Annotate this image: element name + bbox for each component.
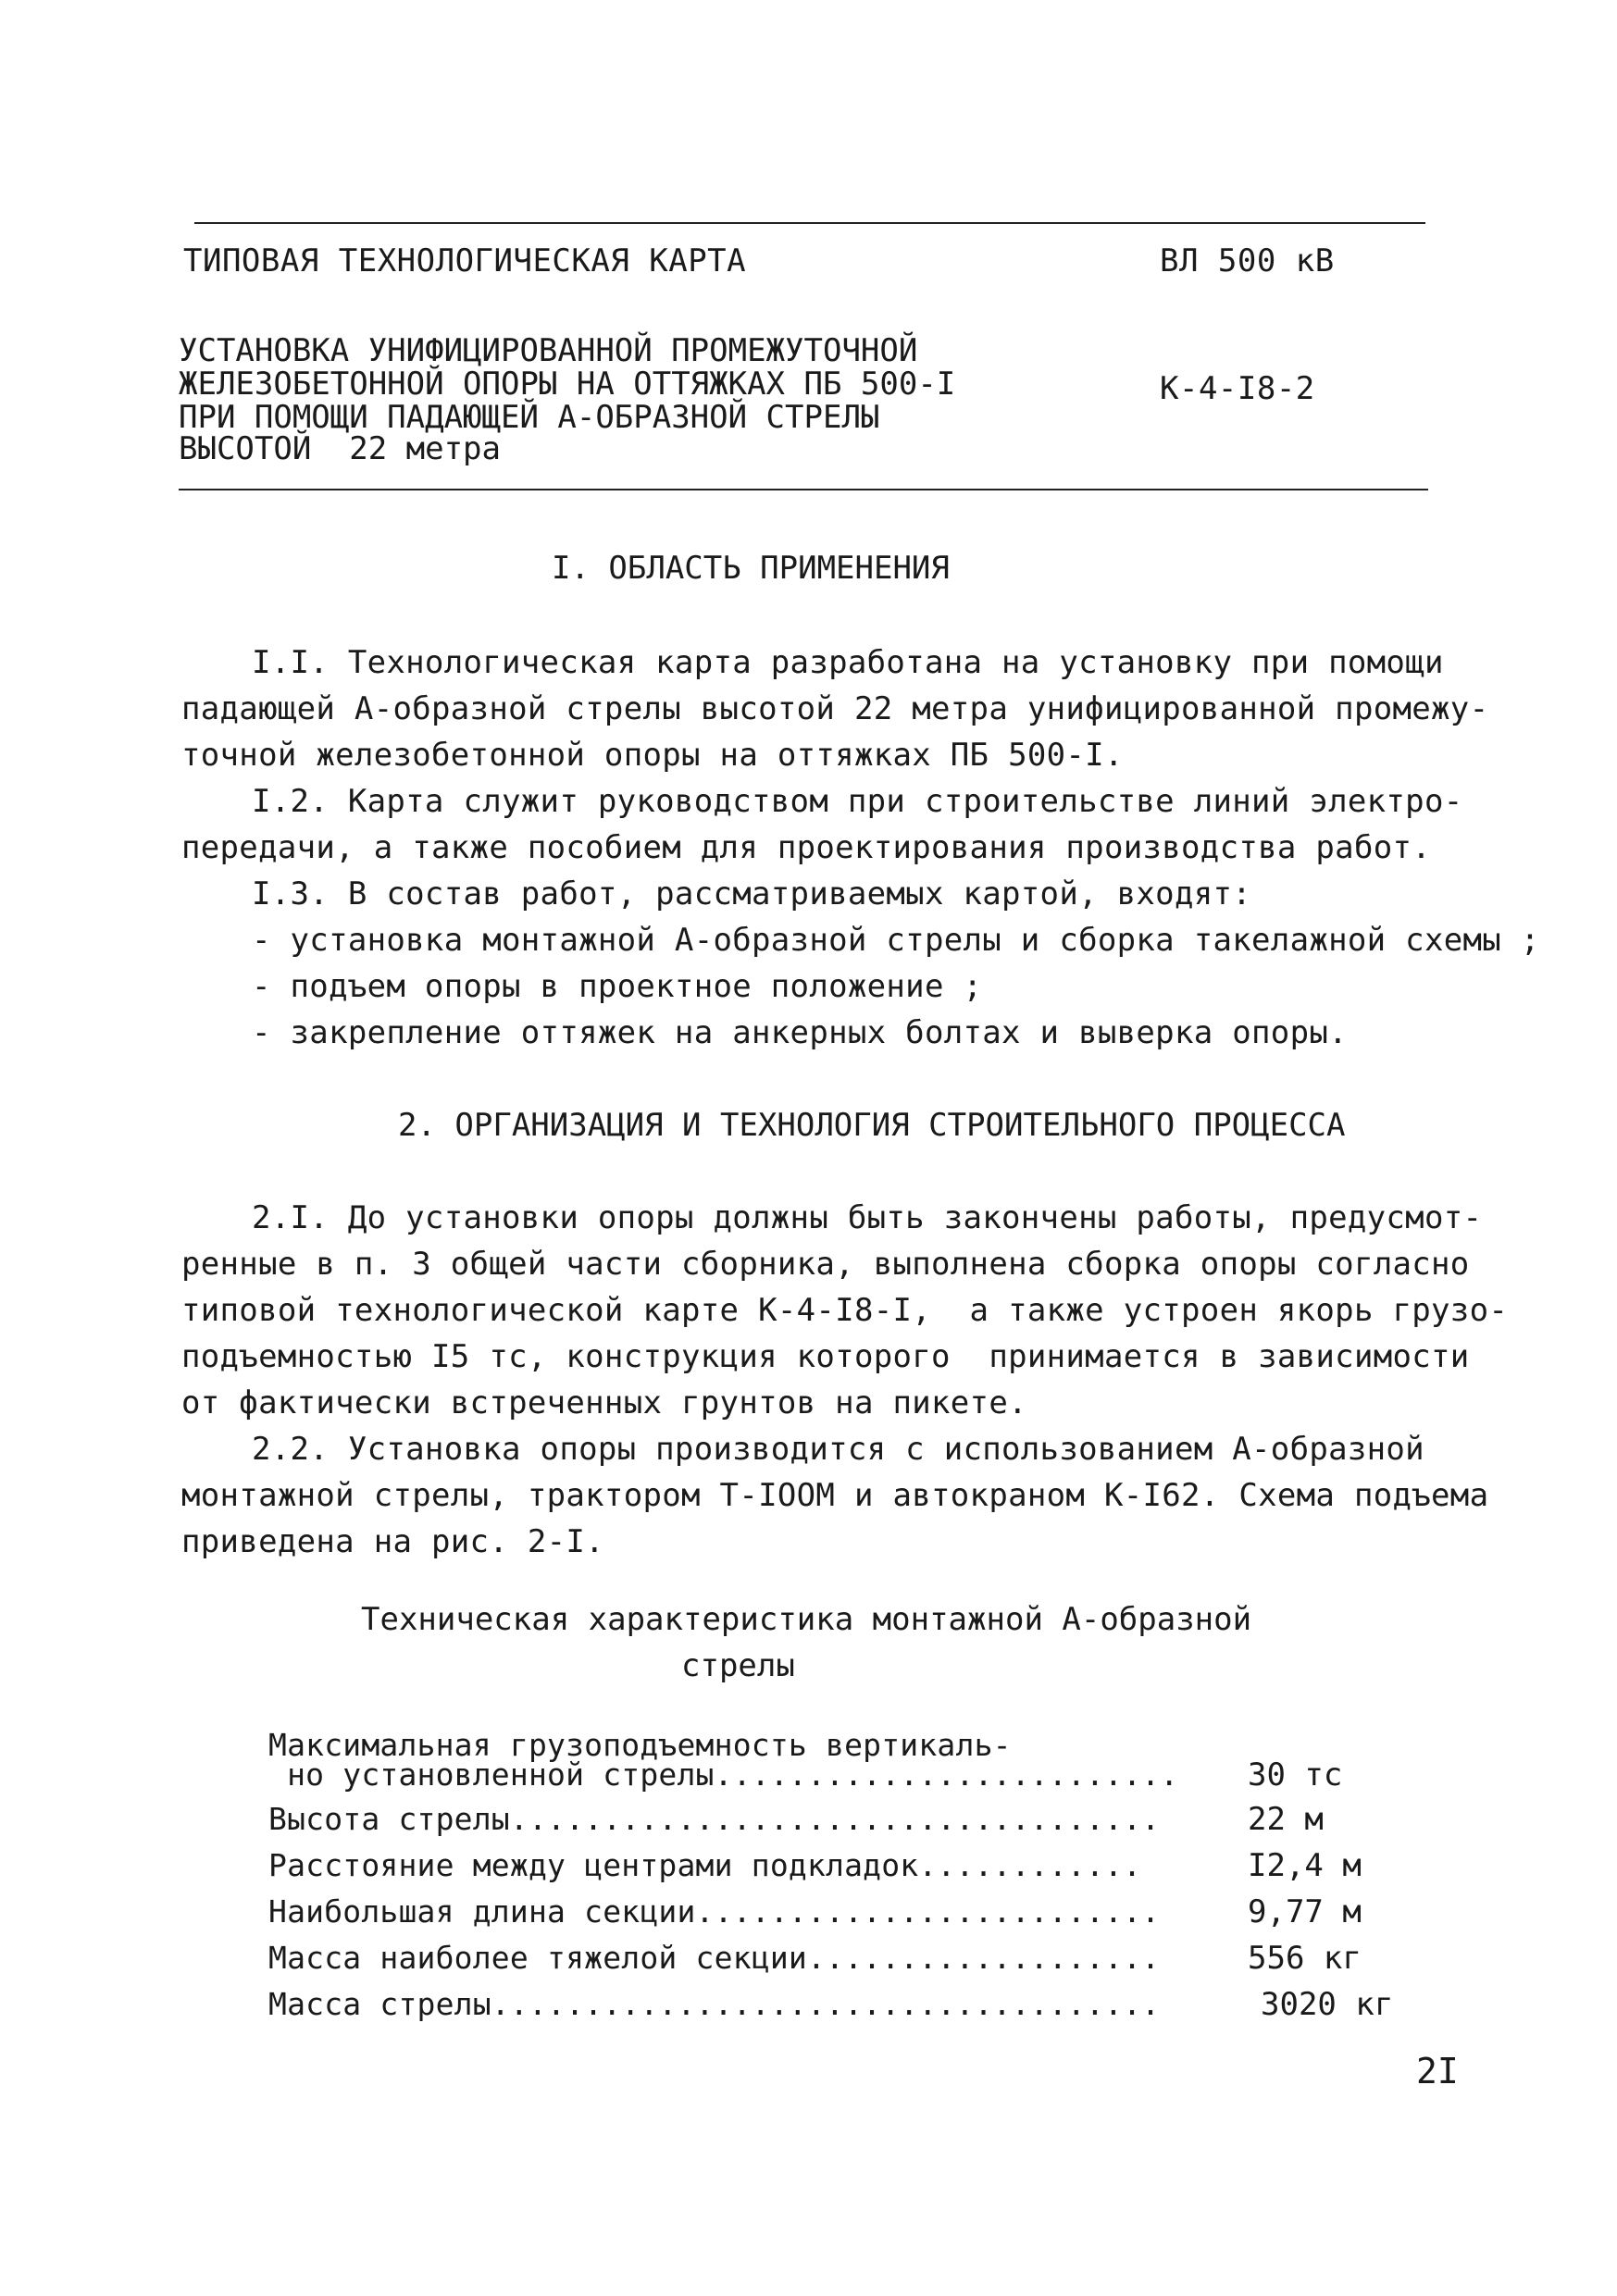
spec-row-name: но установленной стрелы......................... xyxy=(268,1756,1179,1793)
spec-row-name: Расстояние между центрами подкладок............ xyxy=(268,1847,1142,1883)
spec-row-name: Наибольшая длина секции......................... xyxy=(268,1893,1161,1930)
body-line: ренные в п. 3 общей части сборника, выполнена сборка опоры согласно xyxy=(181,1246,1470,1283)
spec-row-value: 22 м xyxy=(1248,1801,1324,1838)
doc-type: ТИПОВАЯ ТЕХНОЛОГИЧЕСКАЯ КАРТА xyxy=(183,242,747,279)
top-rule xyxy=(194,222,1425,224)
doc-title-line-1: УСТАНОВКА УНИФИЦИРОВАННОЙ ПРОМЕЖУТОЧНОЙ xyxy=(179,332,918,369)
body-line: передачи, а также пособием для проектирования производства работ. xyxy=(181,829,1432,866)
page-number: 2I xyxy=(1416,2051,1459,2091)
spec-row-name: Высота стрелы................................... xyxy=(268,1801,1161,1837)
spec-title-line-1: Техническая характеристика монтажной А-образной xyxy=(361,1601,1252,1638)
body-line: I.I. Технологическая карта разработана на установку при помощи xyxy=(252,644,1444,681)
list-item: - подъем опоры в проектное положение ; xyxy=(252,968,983,1005)
spec-title-line-2: стрелы xyxy=(681,1647,795,1684)
list-item: - закрепление оттяжек на анкерных болтах и выверка опоры. xyxy=(252,1014,1348,1051)
doc-code: К-4-I8-2 xyxy=(1160,370,1315,407)
body-line: от фактически встреченных грунтов на пикете. xyxy=(181,1384,1027,1421)
section1-heading: I. ОБЛАСТЬ ПРИМЕНЕНИЯ xyxy=(552,550,950,587)
body-line: I.2. Карта служит руководством при строительстве линий электро- xyxy=(252,783,1463,820)
spec-row-value: I2,4 м xyxy=(1248,1847,1362,1884)
line-class: ВЛ 500 кВ xyxy=(1160,242,1335,279)
body-line: монтажной стрелы, трактором Т-IOOM и автокраном К-I62. Схема подъема xyxy=(181,1477,1489,1514)
header-bottom-rule xyxy=(179,489,1428,490)
body-line: точной железобетонной опоры на оттяжках ПБ 500-I. xyxy=(181,737,1124,774)
spec-row-value: 556 кг xyxy=(1248,1940,1362,1977)
body-line: приведена на рис. 2-I. xyxy=(181,1523,604,1560)
spec-row-value: 3020 кг xyxy=(1261,1986,1394,2023)
doc-title-line-2: ЖЕЛЕЗОБЕТОННОЙ ОПОРЫ НА ОТТЯЖКАХ ПБ 500-I xyxy=(179,366,956,403)
body-line: 2.2. Установка опоры производится с использованием А-образной xyxy=(252,1431,1424,1468)
spec-row-value: 30 тс xyxy=(1248,1756,1343,1793)
section2-heading: 2. ОРГАНИЗАЦИЯ И ТЕХНОЛОГИЯ СТРОИТЕЛЬНОГО ПРОЦЕССА xyxy=(398,1107,1346,1144)
body-line: подъемностью I5 тс, конструкция которого принимается в зависимости xyxy=(181,1338,1470,1375)
spec-row-value: 9,77 м xyxy=(1248,1893,1362,1930)
spec-row-name: Максимальная грузоподъемность вертикаль- xyxy=(268,1727,1012,1763)
body-line: 2.I. До установки опоры должны быть закончены работы, предусмот- xyxy=(252,1199,1483,1236)
doc-title-line-4: ВЫСОТОЙ 22 метра xyxy=(179,430,501,467)
spec-row-name: Масса наиболее тяжелой секции................... xyxy=(268,1940,1161,1976)
list-item: - установка монтажной А-образной стрелы и сборка такелажной схемы ; xyxy=(252,922,1540,959)
body-line: типовой технологической карте К-4-I8-I, а также устроен якорь грузо- xyxy=(181,1292,1509,1329)
doc-title-line-3: ПРИ ПОМОЩИ ПАДАЮЩЕЙ А-ОБРАЗНОЙ СТРЕЛЫ xyxy=(179,399,880,436)
spec-row-name: Масса стрелы.................................... xyxy=(268,1986,1161,2022)
body-line: I.3. В состав работ, рассматриваемых картой, входят: xyxy=(252,875,1252,912)
body-line: падающей А-образной стрелы высотой 22 метра унифицированной промежу- xyxy=(181,690,1489,727)
